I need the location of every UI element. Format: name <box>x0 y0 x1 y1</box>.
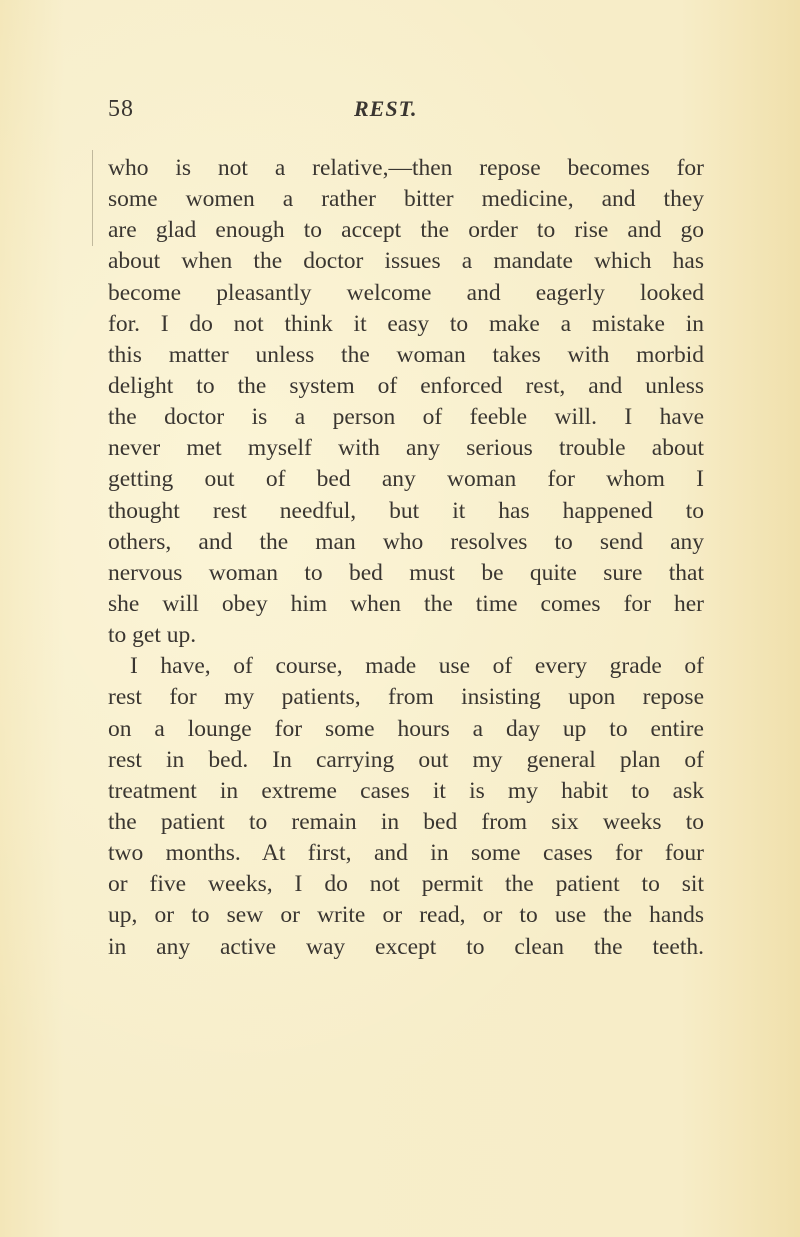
text-line: who is not a relative,—then repose becomes for <box>108 155 704 181</box>
text-line: nervous woman to bed must be quite sure that <box>108 559 704 586</box>
text-line: up, or to sew or write or read, or to use the hands <box>108 902 704 929</box>
text-line: rest in bed. In carrying out my general plan of <box>108 746 704 773</box>
text-line: the patient to remain in bed from six weeks to <box>108 808 704 835</box>
running-head <box>108 96 708 130</box>
text-line: about when the doctor issues a mandate which has <box>108 248 704 275</box>
text-line: in any active way except to clean the teeth. <box>108 933 704 960</box>
page-number: 58 <box>108 96 134 122</box>
text-line: on a lounge for some hours a day up to entire <box>108 715 704 742</box>
text-line: become pleasantly welcome and eagerly looked <box>108 279 704 306</box>
text-line: getting out of bed any woman for whom I <box>108 466 704 493</box>
margin-mark <box>92 150 93 246</box>
text-line: this matter unless the woman takes with morbid <box>108 341 704 368</box>
text-line: or five weeks, I do not permit the patient to sit <box>108 871 704 898</box>
text-line: two months. At first, and in some cases for four <box>108 840 704 867</box>
text-line: rest for my patients, from insisting upon repose <box>108 684 704 711</box>
text-line: never met myself with any serious trouble about <box>108 435 704 462</box>
paragraph-first-line: I have, of course, made use of every grade of <box>130 653 704 680</box>
text-line: some women a rather bitter medicine, and they <box>108 186 704 213</box>
text-line: for. I do not think it easy to make a mistake in <box>108 310 704 337</box>
text-line: the doctor is a person of feeble will. I have <box>108 404 704 431</box>
running-title: REST. <box>354 96 418 121</box>
text-line: are glad enough to accept the order to rise and go <box>108 217 704 244</box>
text-line: delight to the system of enforced rest, and unless <box>108 372 704 399</box>
text-line: treatment in extreme cases it is my habit to ask <box>108 777 704 804</box>
text-line: thought rest needful, but it has happened to <box>108 497 704 524</box>
text-line: she will obey him when the time comes for her <box>108 590 704 617</box>
body-text <box>108 153 704 963</box>
text-line: others, and the man who resolves to send any <box>108 528 704 555</box>
paragraph-last-line: to get up. <box>108 622 197 649</box>
